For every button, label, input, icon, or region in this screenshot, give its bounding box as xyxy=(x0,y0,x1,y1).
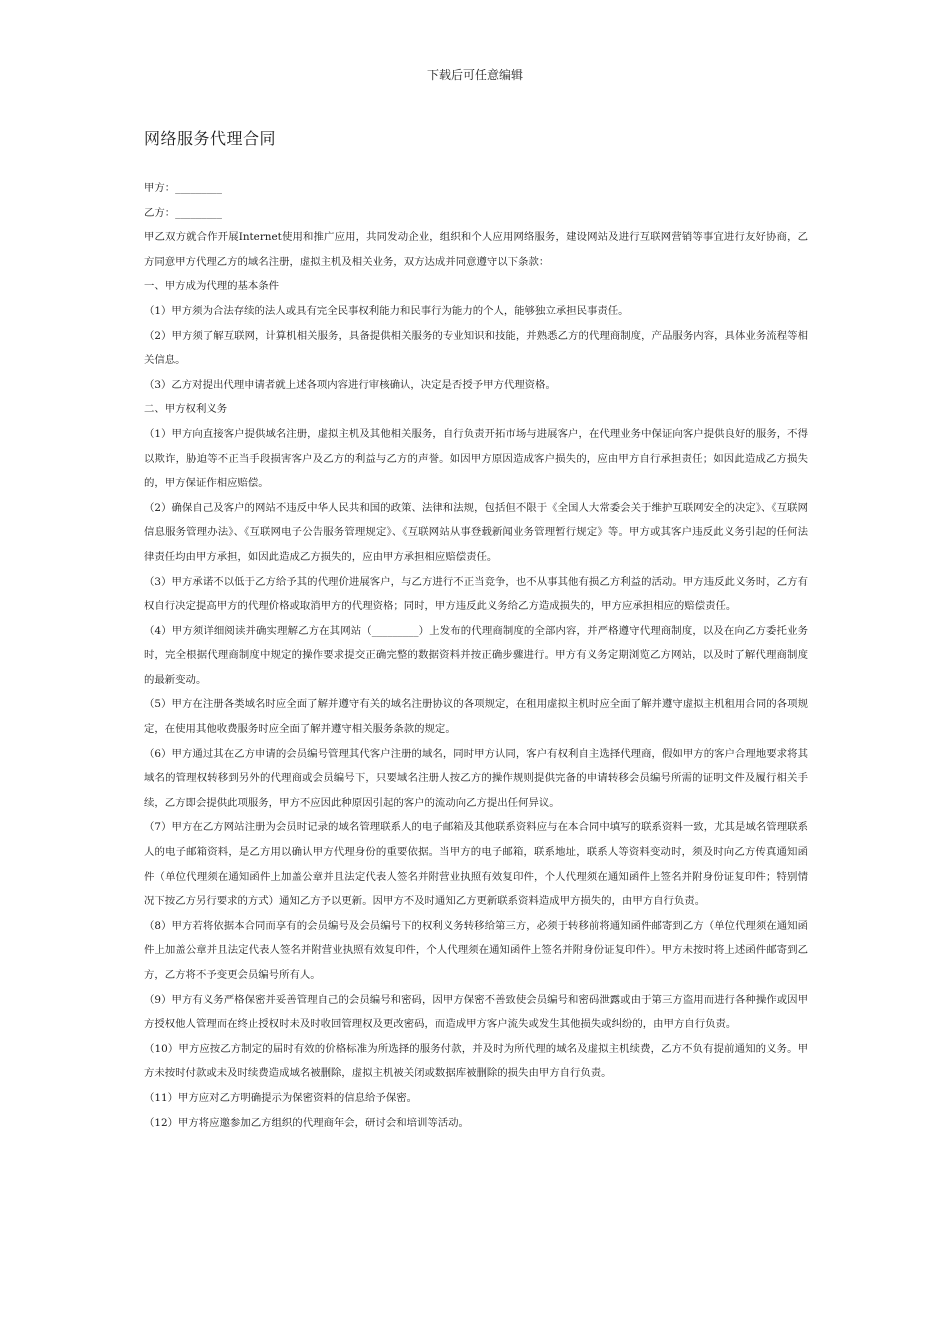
section-2-item: （5）甲方在注册各类域名时应全面了解并遵守有关的域名注册协议的各项规定，在租用虚拟主机时应全面了解并遵守虚拟主机租用合同的各项规定，在使用其他收费服务时应全面了解并遵守相关服务条款的规定。 xyxy=(144,698,808,736)
section-2-heading: 二、甲方权利义务 xyxy=(144,403,228,416)
document-body xyxy=(144,176,808,1135)
party-b-line: 乙方：_________ xyxy=(144,206,222,219)
section-2-item: （4）甲方须详细阅读并确实理解乙方在其网站（_________）上发布的代理商制度的全部内容，并严格遵守代理商制度，以及在向乙方委托业务时，完全根据代理商制度中规定的操作要求提交正确完整的数据资料并按正确步骤进行。甲方有义务定期浏览乙方网站，以及时了解代理商制度的最新变动。 xyxy=(144,624,808,686)
section-2-item: （12）甲方将应邀参加乙方组织的代理商年会，研讨会和培训等活动。 xyxy=(144,1116,469,1129)
section-1-item: （2）甲方须了解互联网，计算机相关服务，具备提供相关服务的专业知识和技能，并熟悉乙方的代理商制度，产品服务内容，具体业务流程等相关信息。 xyxy=(144,329,808,367)
section-2-item: （7）甲方在乙方网站注册为会员时记录的域名管理联系人的电子邮箱及其他联系资料应与在本合同中填写的联系资料一致，尤其是域名管理联系人的电子邮箱资料，是乙方用以确认甲方代理身份的重要依据。当甲方的电子邮箱，联系地址，联系人等资料变动时，须及时向乙方传真通知函件（单位代理须在通知函件上加盖公章并且法定代表人签名并附营业执照有效复印件，个人代理须在通知函件上签名并附身份证复印件；特别情况下按乙方另行要求的方式）通知乙方予以更新。因甲方不及时通知乙方更新联系资料造成甲方损失的，由甲方自行负责。 xyxy=(144,821,808,908)
party-a-line: 甲方：_________ xyxy=(144,182,222,194)
section-2-item: （3）甲方承诺不以低于乙方给予其的代理价进展客户，与乙方进行不正当竞争，也不从事其他有损乙方利益的活动。甲方违反此义务时，乙方有权自行决定提高甲方的代理价格或取消甲方的代理资格；同时，甲方违反此义务给乙方造成损失的，甲方应承担相应的赔偿责任。 xyxy=(144,575,808,613)
section-1-item: （1）甲方须为合法存续的法人或具有完全民事权利能力和民事行为能力的个人，能够独立承担民事责任。 xyxy=(144,304,629,317)
section-2-item: （2）确保自己及客户的网站不违反中华人民共和国的政策、法律和法规，包括但不限于《全国人大常委会关于维护互联网安全的决定》、《互联网信息服务管理办法》、《互联网电子公告服务管理规定》、《互联网站从事登载新闻业务管理暂行规定》等。甲方或其客户违反此义务引起的任何法律责任均由甲方承担，如因此造成乙方损失的，应由甲方承担相应赔偿责任。 xyxy=(144,501,808,563)
section-1-heading: 一、甲方成为代理的基本条件 xyxy=(144,280,280,293)
header-note: 下载后可任意编辑 xyxy=(426,68,523,82)
intro-paragraph: 甲乙双方就合作开展Internet使用和推广应用，共同发动企业，组织和个人应用网络服务，建设网站及进行互联网营销等事宜进行友好协商，乙方同意甲方代理乙方的域名注册，虚拟主机及相关业务，双方达成并同意遵守以下条款： xyxy=(144,231,808,268)
section-2-item: （10）甲方应按乙方制定的届时有效的价格标准为所选择的服务付款，并及时为所代理的域名及虚拟主机续费，乙方不负有提前通知的义务。甲方未按时付款或未及时续费造成域名被删除，虚拟主机被关闭或数据库被删除的损失由甲方自行负责。 xyxy=(144,1042,808,1080)
section-2-item: （8）甲方若将依据本合同而享有的会员编号及会员编号下的权利义务转移给第三方，必须于转移前将通知函件邮寄到乙方（单位代理须在通知函件上加盖公章并且法定代表人签名并附营业执照有效复印件，个人代理须在通知函件上签名并附身份证复印件）。甲方未按时将上述函件邮寄到乙方，乙方将不予变更会员编号所有人。 xyxy=(144,919,808,981)
section-2-item: （9）甲方有义务严格保密并妥善管理自己的会员编号和密码，因甲方保密不善致使会员编号和密码泄露或由于第三方盗用而进行各种操作或因甲方授权他人管理而在终止授权时未及时收回管理权及更改密码，而造成甲方客户流失或发生其他损失或纠纷的，由甲方自行负责。 xyxy=(144,993,808,1031)
section-2-item: （11）甲方应对乙方明确提示为保密资料的信息给予保密。 xyxy=(144,1091,417,1104)
section-2-item: （6）甲方通过其在乙方申请的会员编号管理其代客户注册的域名，同时甲方认同，客户有权利自主选择代理商，假如甲方的客户合理地要求将其域名的管理权转移到另外的代理商或会员编号下，只要域名注册人按乙方的操作规则提供完备的申请转移会员编号所需的证明文件及履行相关手续，乙方即会提供此项服务，甲方不应因此种原因引起的客户的流动向乙方提出任何异议。 xyxy=(144,747,808,809)
section-2-item: （1）甲方向直接客户提供域名注册，虚拟主机及其他相关服务，自行负责开拓市场与进展客户，在代理业务中保证向客户提供良好的服务，不得以欺诈，胁迫等不正当手段损害客户及乙方的利益与乙方的声誉。如因甲方原因造成客户损失的，应由甲方自行承担责任；如因此造成乙方损失的，甲方保证作相应赔偿。 xyxy=(144,427,808,490)
section-1-item: （3）乙方对提出代理申请者就上述各项内容进行审核确认，决定是否授予甲方代理资格。 xyxy=(144,378,556,391)
document-title: 网络服务代理合同 xyxy=(144,129,277,148)
